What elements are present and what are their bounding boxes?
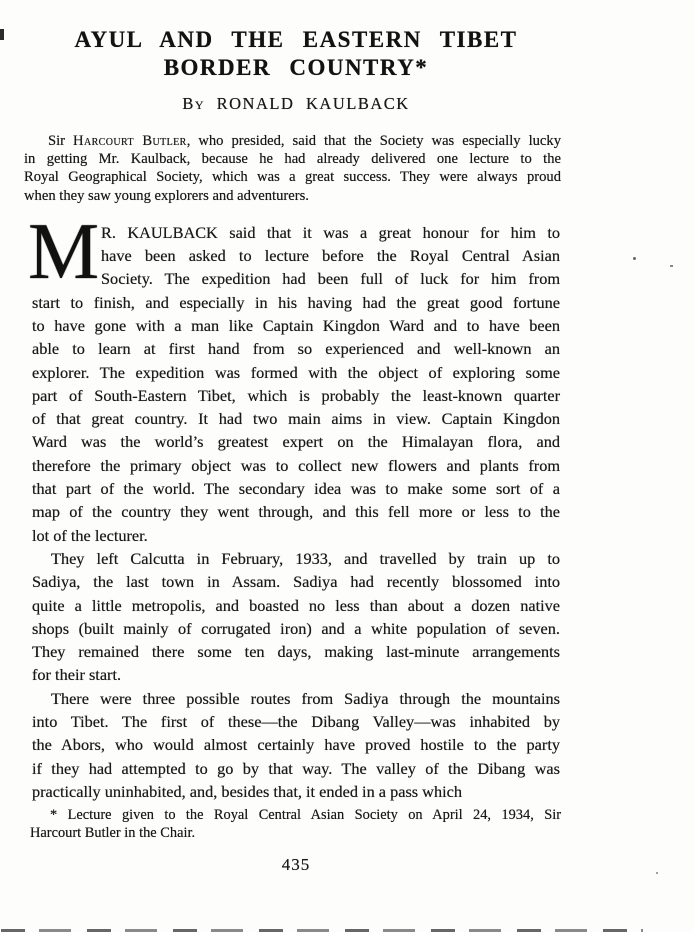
text-line: There were three possible routes from Sadiya through the mountains — [51, 688, 560, 708]
text-line: R. KAULBACK said that it was a great honour for him to — [101, 222, 560, 242]
footnote — [30, 806, 561, 842]
text-line: able to learn at first hand from so experienced and well-known an — [32, 339, 560, 359]
paragraph-1 — [28, 207, 560, 547]
text-line: * Lecture given to the Royal Central Asian Society on April 24, 1934, Sir — [50, 807, 561, 824]
scan-speck — [633, 257, 636, 260]
text-line: Sir Harcourt Butler, who presided, said that the Society was especially lucky — [48, 133, 561, 149]
scan-edge-mark — [0, 29, 4, 40]
text-line: Royal Geographical Society, which was a great success. They were always proud — [24, 169, 561, 186]
text-line: quite a little metropolis, and boasted no less than about a dozen native — [32, 595, 560, 615]
scan-speck — [656, 872, 658, 874]
byline-prefix: By — [182, 94, 205, 113]
text-line: Sadiya, the last town in Assam. Sadiya had recently blossomed into — [32, 572, 560, 592]
text-line: in getting Mr. Kaulback, because he had already delivered one lecture to the — [24, 151, 561, 168]
scan-speck — [670, 265, 673, 267]
text-line: lot of the lecturer. — [32, 525, 148, 545]
text-line: for their start. — [32, 665, 122, 685]
byline — [32, 95, 560, 113]
text-line: of that great country. It had two main aims in view. Captain Kingdon — [32, 409, 560, 429]
text-line: shops (built mainly of corrugated iron) and a white population of seven. — [32, 618, 560, 638]
paragraph-1-lines — [32, 221, 560, 547]
text-line: Society. The expedition had been full of luck for him from — [101, 269, 560, 289]
article-title-line1: AYUL AND THE EASTERN TIBET — [74, 27, 518, 52]
article-title-line2: BORDER COUNTRY* — [163, 55, 429, 80]
text-line: explorer. The expedition was formed with the object of exploring some — [32, 362, 560, 382]
text-line: Ward was the world’s greatest expert on the Himalayan flora, and — [32, 432, 560, 452]
drop-cap: M — [28, 207, 100, 296]
byline-author: RONALD KAULBACK — [216, 94, 410, 113]
text-line: when they saw young explorers and adventurers. — [24, 187, 309, 204]
article-title — [32, 26, 560, 82]
paragraph-3 — [32, 687, 560, 803]
text-line: They remained there some ten days, making last-minute arrangements — [32, 642, 560, 662]
text-line: start to finish, and especially in his having had the great good fortune — [32, 292, 560, 312]
text-line: therefore the primary object was to collect new flowers and plants from — [32, 455, 560, 475]
text-line: have been asked to lecture before the Royal Central Asian — [101, 246, 560, 266]
article-body — [28, 207, 560, 803]
small-caps-name: Harcourt Butler — [73, 133, 187, 149]
text-line: They left Calcutta in February, 1933, and travelled by train up to — [51, 548, 560, 568]
text-line: the Abors, who would almost certainly have proved hostile to the party — [32, 735, 560, 755]
text-line: into Tibet. The first of these—the Dibang Valley—was inhabited by — [32, 712, 560, 732]
text-line: map of the country they went through, and this fell more or less to the — [32, 502, 560, 522]
text-line: Harcourt Butler in the Chair. — [30, 825, 196, 842]
text-line: that part of the world. The secondary idea was to make some sort of a — [32, 479, 560, 499]
paragraph-2 — [32, 547, 560, 687]
text-line: part of South-Eastern Tibet, which is probably the least-known quarter — [32, 385, 560, 405]
text-line: if they had attempted to go by that way. The valley of the Dibang was — [32, 758, 560, 778]
text-line: to have gone with a man like Captain Kingdon Ward and to have been — [32, 316, 560, 335]
introduction-paragraph — [24, 132, 561, 205]
text-line: practically uninhabited, and, besides that, it ended in a pass which — [32, 781, 462, 801]
page-number: 435 — [281, 854, 311, 874]
